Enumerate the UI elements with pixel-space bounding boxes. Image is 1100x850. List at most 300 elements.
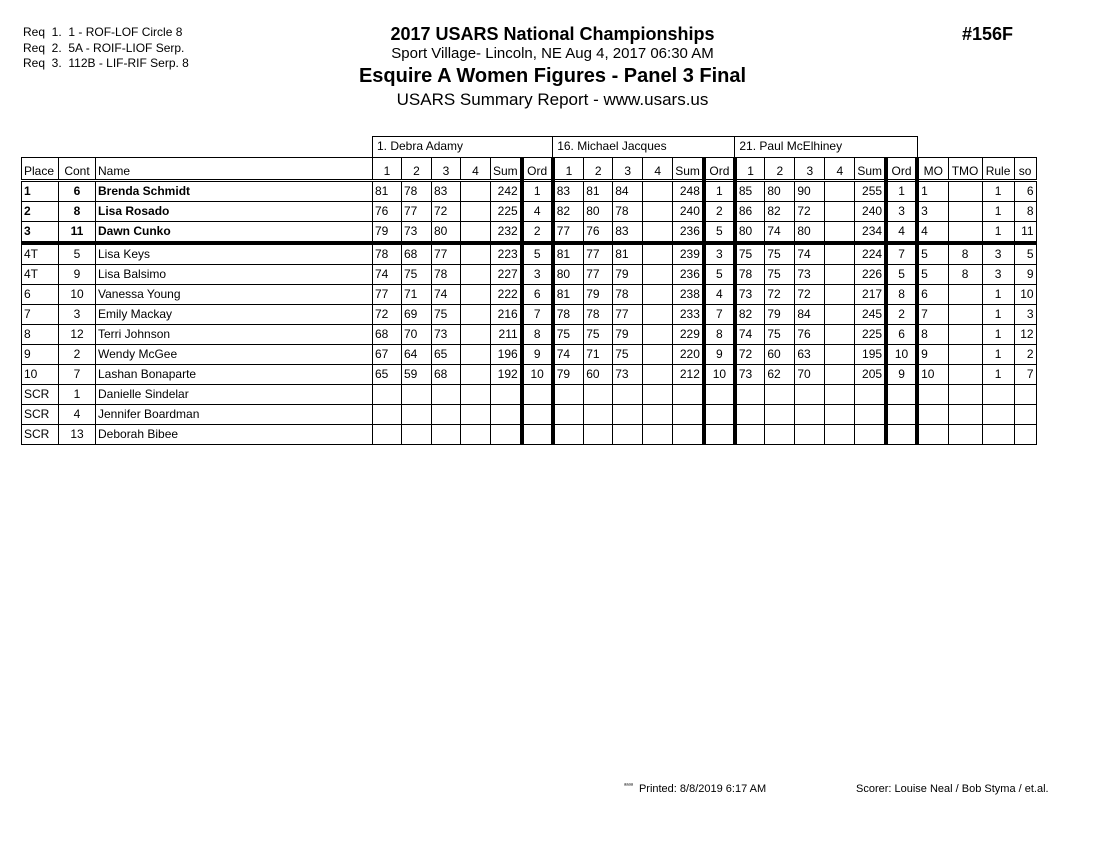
table-row (22, 324, 1037, 344)
judge-3-figure-1-score: 80 (735, 221, 765, 243)
judge-1-figure-3-score: 74 (432, 284, 461, 304)
place-cell: 1 (22, 180, 59, 201)
judge-3-sum: 255 (855, 180, 886, 201)
judge-1-figure-2-score: 77 (402, 201, 432, 221)
cont-cell: 12 (59, 324, 96, 344)
judge-1-sum: 216 (491, 304, 522, 324)
cont-cell: 3 (59, 304, 96, 324)
judge-3-ordinal: 9 (886, 364, 917, 384)
judge-3-ordinal: 6 (886, 324, 917, 344)
judge-3-figure-2-score: 74 (765, 221, 795, 243)
so-cell: 7 (1014, 364, 1036, 384)
judge-1-name: 1. Debra Adamy (373, 137, 553, 158)
tmo-cell (948, 324, 982, 344)
so-cell: 9 (1014, 264, 1036, 284)
col-tmo: TMO (948, 157, 982, 180)
judge-1-sum: 196 (491, 344, 522, 364)
tmo-cell (948, 284, 982, 304)
judge-2-figure-2-score (584, 404, 613, 424)
judge-1-figure-3-score: 73 (432, 324, 461, 344)
rule-cell (982, 424, 1014, 444)
place-cell: 9 (22, 344, 59, 364)
col-j3-sum: Sum (855, 157, 886, 180)
rule-cell: 1 (982, 304, 1014, 324)
judge-3-figure-2-score (765, 384, 795, 404)
judge-1-figure-1-score: 78 (373, 243, 402, 265)
judge-3-figure-3-score: 72 (795, 284, 825, 304)
judge-3-figure-3-score: 84 (795, 304, 825, 324)
judge-1-figure-3-score: 77 (432, 243, 461, 265)
judge-3-figure-4-score (825, 424, 855, 444)
judge-3-ordinal: 4 (886, 221, 917, 243)
judge-2-figure-2-score: 78 (584, 304, 613, 324)
mo-cell (917, 424, 948, 444)
place-cell: 7 (22, 304, 59, 324)
judge-3-figure-1-score: 72 (735, 344, 765, 364)
judge-2-ordinal (704, 384, 735, 404)
judge-3-figure-4-score (825, 221, 855, 243)
competition-title: 2017 USARS National Championships (390, 24, 715, 44)
cont-cell: 2 (59, 344, 96, 364)
judge-1-figure-1-score (373, 404, 402, 424)
judge-3-sum (855, 424, 886, 444)
judge-3-ordinal: 1 (886, 180, 917, 201)
judge-1-figure-1-score (373, 424, 402, 444)
judge-1-figure-4-score (461, 424, 491, 444)
judge-3-figure-1-score: 86 (735, 201, 765, 221)
mo-cell (917, 384, 948, 404)
judge-3-figure-2-score: 72 (765, 284, 795, 304)
judge-3-ordinal: 5 (886, 264, 917, 284)
skater-name-cell: Lashan Bonaparte (96, 364, 373, 384)
judge-3-sum: 217 (855, 284, 886, 304)
rule-cell: 3 (982, 264, 1014, 284)
tmo-cell (948, 384, 982, 404)
judge-3-figure-2-score: 79 (765, 304, 795, 324)
judge-2-ordinal (704, 404, 735, 424)
judge-1-figure-2-score: 71 (402, 284, 432, 304)
judge-3-figure-2-score (765, 424, 795, 444)
so-cell (1014, 384, 1036, 404)
judge-2-figure-3-score: 84 (613, 180, 643, 201)
judge-1-figure-1-score (373, 384, 402, 404)
judge-1-figure-3-score: 78 (432, 264, 461, 284)
judge-1-figure-2-score: 59 (402, 364, 432, 384)
judge-3-figure-4-score (825, 201, 855, 221)
judge-2-figure-3-score (613, 424, 643, 444)
skater-name-cell: Lisa Balsimo (96, 264, 373, 284)
judge-3-figure-2-score (765, 404, 795, 424)
judge-2-figure-2-score: 80 (584, 201, 613, 221)
skater-name-cell: Deborah Bibee (96, 424, 373, 444)
tmo-cell (948, 404, 982, 424)
judge-3-figure-3-score: 63 (795, 344, 825, 364)
judge-1-figure-1-score: 65 (373, 364, 402, 384)
judge-1-figure-3-score: 80 (432, 221, 461, 243)
judge-3-figure-3-score: 70 (795, 364, 825, 384)
judge-2-ordinal: 2 (704, 201, 735, 221)
tmo-cell (948, 304, 982, 324)
judge-2-ordinal (704, 424, 735, 444)
judge-2-ordinal: 8 (704, 324, 735, 344)
judge-2-figure-1-score: 81 (553, 284, 584, 304)
results-table (21, 136, 1037, 445)
judge-2-figure-3-score: 79 (613, 264, 643, 284)
judge-1-sum: 211 (491, 324, 522, 344)
judge-2-figure-1-score (553, 404, 584, 424)
judge-1-sum: 242 (491, 180, 522, 201)
place-cell: SCR (22, 424, 59, 444)
table-row (22, 304, 1037, 324)
judge-2-figure-2-score: 76 (584, 221, 613, 243)
judge-3-figure-2-score: 80 (765, 180, 795, 201)
cont-cell: 6 (59, 180, 96, 201)
so-cell: 12 (1014, 324, 1036, 344)
so-cell: 11 (1014, 221, 1036, 243)
judge-2-figure-4-score (643, 243, 673, 265)
judge-1-sum: 222 (491, 284, 522, 304)
judge-1-sum: 192 (491, 364, 522, 384)
judge-2-ordinal: 4 (704, 284, 735, 304)
judge-3-figure-1-score: 85 (735, 180, 765, 201)
judge-2-figure-2-score: 77 (584, 264, 613, 284)
requirement-2: Req 2. 5A - ROIF-LIOF Serp. (23, 40, 185, 55)
judge-2-figure-1-score (553, 424, 584, 444)
col-j1-ord: Ord (522, 157, 553, 180)
table-row (22, 284, 1037, 304)
rule-cell (982, 404, 1014, 424)
cont-cell: 9 (59, 264, 96, 284)
requirement-3: Req 3. 112B - LIF-RIF Serp. 8 (23, 56, 189, 70)
col-j1-sum: Sum (491, 157, 522, 180)
tmo-cell (948, 424, 982, 444)
mo-cell: 9 (917, 344, 948, 364)
judge-1-figure-4-score (461, 384, 491, 404)
judge-2-ordinal: 1 (704, 180, 735, 201)
judge-2-figure-1-score (553, 384, 584, 404)
judge-1-figure-4-score (461, 221, 491, 243)
requirements-list (23, 25, 189, 72)
col-name: Name (96, 157, 373, 180)
mo-cell: 7 (917, 304, 948, 324)
judge-2-figure-4-score (643, 344, 673, 364)
judge-2-sum (673, 404, 704, 424)
place-cell: 4T (22, 264, 59, 284)
judge-1-figure-1-score: 74 (373, 264, 402, 284)
judge-1-figure-1-score: 76 (373, 201, 402, 221)
judge-1-sum: 227 (491, 264, 522, 284)
rule-cell: 1 (982, 344, 1014, 364)
so-cell: 3 (1014, 304, 1036, 324)
skater-name-cell: Lisa Keys (96, 243, 373, 265)
results-body (22, 180, 1037, 444)
judge-1-figure-4-score (461, 243, 491, 265)
judge-2-figure-3-score: 79 (613, 324, 643, 344)
judge-1-figure-4-score (461, 201, 491, 221)
col-j2-f1: 1 (553, 157, 584, 180)
judge-2-figure-1-score: 77 (553, 221, 584, 243)
judge-3-figure-4-score (825, 243, 855, 265)
col-j3-f3: 3 (795, 157, 825, 180)
judge-3-sum: 226 (855, 264, 886, 284)
judge-1-figure-4-score (461, 364, 491, 384)
judge-3-figure-2-score: 82 (765, 201, 795, 221)
tmo-cell: 8 (948, 264, 982, 284)
scorer-footer: Scorer: Louise Neal / Bob Styma / et.al. (856, 783, 1049, 795)
judge-1-figure-4-score (461, 324, 491, 344)
judge-1-figure-4-score (461, 284, 491, 304)
judge-3-figure-2-score: 60 (765, 344, 795, 364)
report-header (330, 24, 775, 111)
judge-1-figure-1-score: 81 (373, 180, 402, 201)
skater-name-cell: Dawn Cunko (96, 221, 373, 243)
col-j2-f2: 2 (584, 157, 613, 180)
judge-1-figure-1-score: 79 (373, 221, 402, 243)
judge-2-figure-2-score: 79 (584, 284, 613, 304)
judge-1-figure-2-score: 70 (402, 324, 432, 344)
tmo-cell (948, 344, 982, 364)
judge-1-figure-2-score: 68 (402, 243, 432, 265)
judge-2-figure-2-score: 75 (584, 324, 613, 344)
judge-1-figure-2-score (402, 404, 432, 424)
place-cell: SCR (22, 404, 59, 424)
skater-name-cell: Jennifer Boardman (96, 404, 373, 424)
col-j1-f3: 3 (432, 157, 461, 180)
judge-2-figure-4-score (643, 424, 673, 444)
col-mo: MO (917, 157, 948, 180)
judge-3-figure-4-score (825, 324, 855, 344)
judge-1-figure-2-score (402, 384, 432, 404)
judge-3-figure-4-score (825, 384, 855, 404)
judge-3-ordinal (886, 384, 917, 404)
judge-2-figure-4-score (643, 364, 673, 384)
tmo-cell (948, 364, 982, 384)
col-rule: Rule (982, 157, 1014, 180)
mo-cell: 10 (917, 364, 948, 384)
place-cell: 3 (22, 221, 59, 243)
judge-3-figure-3-score: 73 (795, 264, 825, 284)
judge-3-ordinal: 7 (886, 243, 917, 265)
so-cell: 8 (1014, 201, 1036, 221)
judge-2-figure-1-score: 74 (553, 344, 584, 364)
judge-2-sum (673, 384, 704, 404)
judge-3-figure-3-score: 72 (795, 201, 825, 221)
table-row (22, 404, 1037, 424)
judge-2-sum: 238 (673, 284, 704, 304)
judge-3-figure-3-score (795, 384, 825, 404)
event-id: #156F (962, 24, 1014, 44)
judge-2-figure-3-score: 78 (613, 201, 643, 221)
table-row (22, 344, 1037, 364)
judge-3-sum: 234 (855, 221, 886, 243)
judge-1-figure-2-score: 78 (402, 180, 432, 201)
rule-cell: 1 (982, 180, 1014, 201)
judge-2-figure-4-score (643, 384, 673, 404)
judge-1-ordinal: 8 (522, 324, 553, 344)
rule-cell: 1 (982, 284, 1014, 304)
judge-3-name: 21. Paul McElhiney (735, 137, 917, 158)
cont-cell: 5 (59, 243, 96, 265)
judge-1-figure-3-score: 65 (432, 344, 461, 364)
judge-1-figure-1-score: 68 (373, 324, 402, 344)
judge-3-sum: 195 (855, 344, 886, 364)
judge-2-figure-4-score (643, 404, 673, 424)
col-j2-ord: Ord (704, 157, 735, 180)
judge-2-figure-4-score (643, 180, 673, 201)
judge-2-ordinal: 9 (704, 344, 735, 364)
table-row (22, 221, 1037, 243)
judge-1-figure-4-score (461, 344, 491, 364)
rule-cell: 3 (982, 243, 1014, 265)
judge-2-sum: 229 (673, 324, 704, 344)
judge-3-figure-1-score (735, 404, 765, 424)
judge-1-sum: 225 (491, 201, 522, 221)
judge-3-ordinal: 3 (886, 201, 917, 221)
judge-2-ordinal: 5 (704, 221, 735, 243)
judge-3-figure-3-score (795, 424, 825, 444)
col-so: so (1014, 157, 1036, 180)
judge-2-sum (673, 424, 704, 444)
col-j1-f4: 4 (461, 157, 491, 180)
judge-1-ordinal: 6 (522, 284, 553, 304)
judge-2-figure-1-score: 83 (553, 180, 584, 201)
judge-3-figure-4-score (825, 344, 855, 364)
judge-1-sum (491, 404, 522, 424)
tmo-cell (948, 180, 982, 201)
judge-3-ordinal: 2 (886, 304, 917, 324)
tmo-cell: 8 (948, 243, 982, 265)
requirement-1: Req 1. 1 - ROF-LOF Circle 8 (23, 25, 183, 39)
judge-2-figure-1-score: 81 (553, 243, 584, 265)
judge-header-row (22, 137, 1037, 158)
judge-3-figure-1-score: 75 (735, 243, 765, 265)
judge-1-ordinal: 7 (522, 304, 553, 324)
judge-1-sum: 223 (491, 243, 522, 265)
judge-3-figure-1-score (735, 384, 765, 404)
judge-3-sum (855, 384, 886, 404)
judge-2-sum: 233 (673, 304, 704, 324)
judge-1-figure-1-score: 77 (373, 284, 402, 304)
mo-cell (917, 404, 948, 424)
judge-1-ordinal (522, 424, 553, 444)
judge-2-figure-1-score: 79 (553, 364, 584, 384)
judge-1-figure-3-score: 75 (432, 304, 461, 324)
rule-cell: 1 (982, 201, 1014, 221)
cont-cell: 8 (59, 201, 96, 221)
judge-2-figure-3-score: 83 (613, 221, 643, 243)
cont-cell: 10 (59, 284, 96, 304)
place-cell: 10 (22, 364, 59, 384)
cont-cell: 11 (59, 221, 96, 243)
judge-2-figure-1-score: 78 (553, 304, 584, 324)
skater-name-cell: Wendy McGee (96, 344, 373, 364)
skater-name-cell: Lisa Rosado (96, 201, 373, 221)
judge-3-sum (855, 404, 886, 424)
judge-3-figure-1-score: 82 (735, 304, 765, 324)
judge-1-figure-3-score: 83 (432, 180, 461, 201)
mo-cell: 4 (917, 221, 948, 243)
col-j3-f4: 4 (825, 157, 855, 180)
skater-name-cell: Vanessa Young (96, 284, 373, 304)
col-j3-f1: 1 (735, 157, 765, 180)
judge-3-figure-1-score: 78 (735, 264, 765, 284)
judge-3-sum: 224 (855, 243, 886, 265)
tmo-cell (948, 201, 982, 221)
judge-3-figure-2-score: 62 (765, 364, 795, 384)
judge-3-figure-2-score: 75 (765, 264, 795, 284)
cont-cell: 4 (59, 404, 96, 424)
table-row (22, 180, 1037, 201)
rule-cell: 1 (982, 324, 1014, 344)
judge-3-ordinal (886, 404, 917, 424)
judge-2-figure-1-score: 75 (553, 324, 584, 344)
judge-2-figure-3-score: 73 (613, 364, 643, 384)
judge-1-figure-4-score (461, 264, 491, 284)
judge-2-ordinal: 10 (704, 364, 735, 384)
table-row (22, 201, 1037, 221)
judge-1-figure-3-score: 72 (432, 201, 461, 221)
mo-cell: 6 (917, 284, 948, 304)
judge-2-sum: 248 (673, 180, 704, 201)
so-cell: 10 (1014, 284, 1036, 304)
printed-footer (624, 783, 766, 795)
judge-2-figure-4-score (643, 304, 673, 324)
judge-1-ordinal: 4 (522, 201, 553, 221)
cont-cell: 1 (59, 384, 96, 404)
judge-2-sum: 220 (673, 344, 704, 364)
rule-cell: 1 (982, 364, 1014, 384)
skater-name-cell: Terri Johnson (96, 324, 373, 344)
tmo-cell (948, 221, 982, 243)
judge-1-figure-4-score (461, 180, 491, 201)
mo-cell: 5 (917, 243, 948, 265)
judge-2-figure-3-score (613, 404, 643, 424)
judge-2-figure-3-score: 75 (613, 344, 643, 364)
judge-1-sum (491, 424, 522, 444)
judge-1-ordinal: 10 (522, 364, 553, 384)
judge-1-sum: 232 (491, 221, 522, 243)
judge-1-figure-1-score: 67 (373, 344, 402, 364)
cont-cell: 7 (59, 364, 96, 384)
judge-2-figure-3-score: 77 (613, 304, 643, 324)
table-row (22, 364, 1037, 384)
judge-2-sum: 239 (673, 243, 704, 265)
rule-cell: 1 (982, 221, 1014, 243)
skater-name-cell: Danielle Sindelar (96, 384, 373, 404)
col-j2-f3: 3 (613, 157, 643, 180)
judge-3-figure-1-score: 74 (735, 324, 765, 344)
judge-2-figure-2-score: 60 (584, 364, 613, 384)
judge-3-sum: 205 (855, 364, 886, 384)
judge-1-ordinal: 9 (522, 344, 553, 364)
judge-3-sum: 240 (855, 201, 886, 221)
judge-3-figure-2-score: 75 (765, 243, 795, 265)
judge-2-figure-2-score: 77 (584, 243, 613, 265)
judge-1-sum (491, 384, 522, 404)
place-cell: 4T (22, 243, 59, 265)
printed-timestamp: Printed: 8/8/2019 6:17 AM (638, 783, 767, 795)
judge-1-ordinal: 3 (522, 264, 553, 284)
judge-3-figure-3-score: 76 (795, 324, 825, 344)
col-j1-f1: 1 (373, 157, 402, 180)
judge-2-figure-2-score: 81 (584, 180, 613, 201)
skater-name-cell: Emily Mackay (96, 304, 373, 324)
mo-cell: 8 (917, 324, 948, 344)
skater-name-cell: Brenda Schmidt (96, 180, 373, 201)
col-j2-sum: Sum (673, 157, 704, 180)
judge-2-figure-1-score: 80 (553, 264, 584, 284)
table-row (22, 384, 1037, 404)
